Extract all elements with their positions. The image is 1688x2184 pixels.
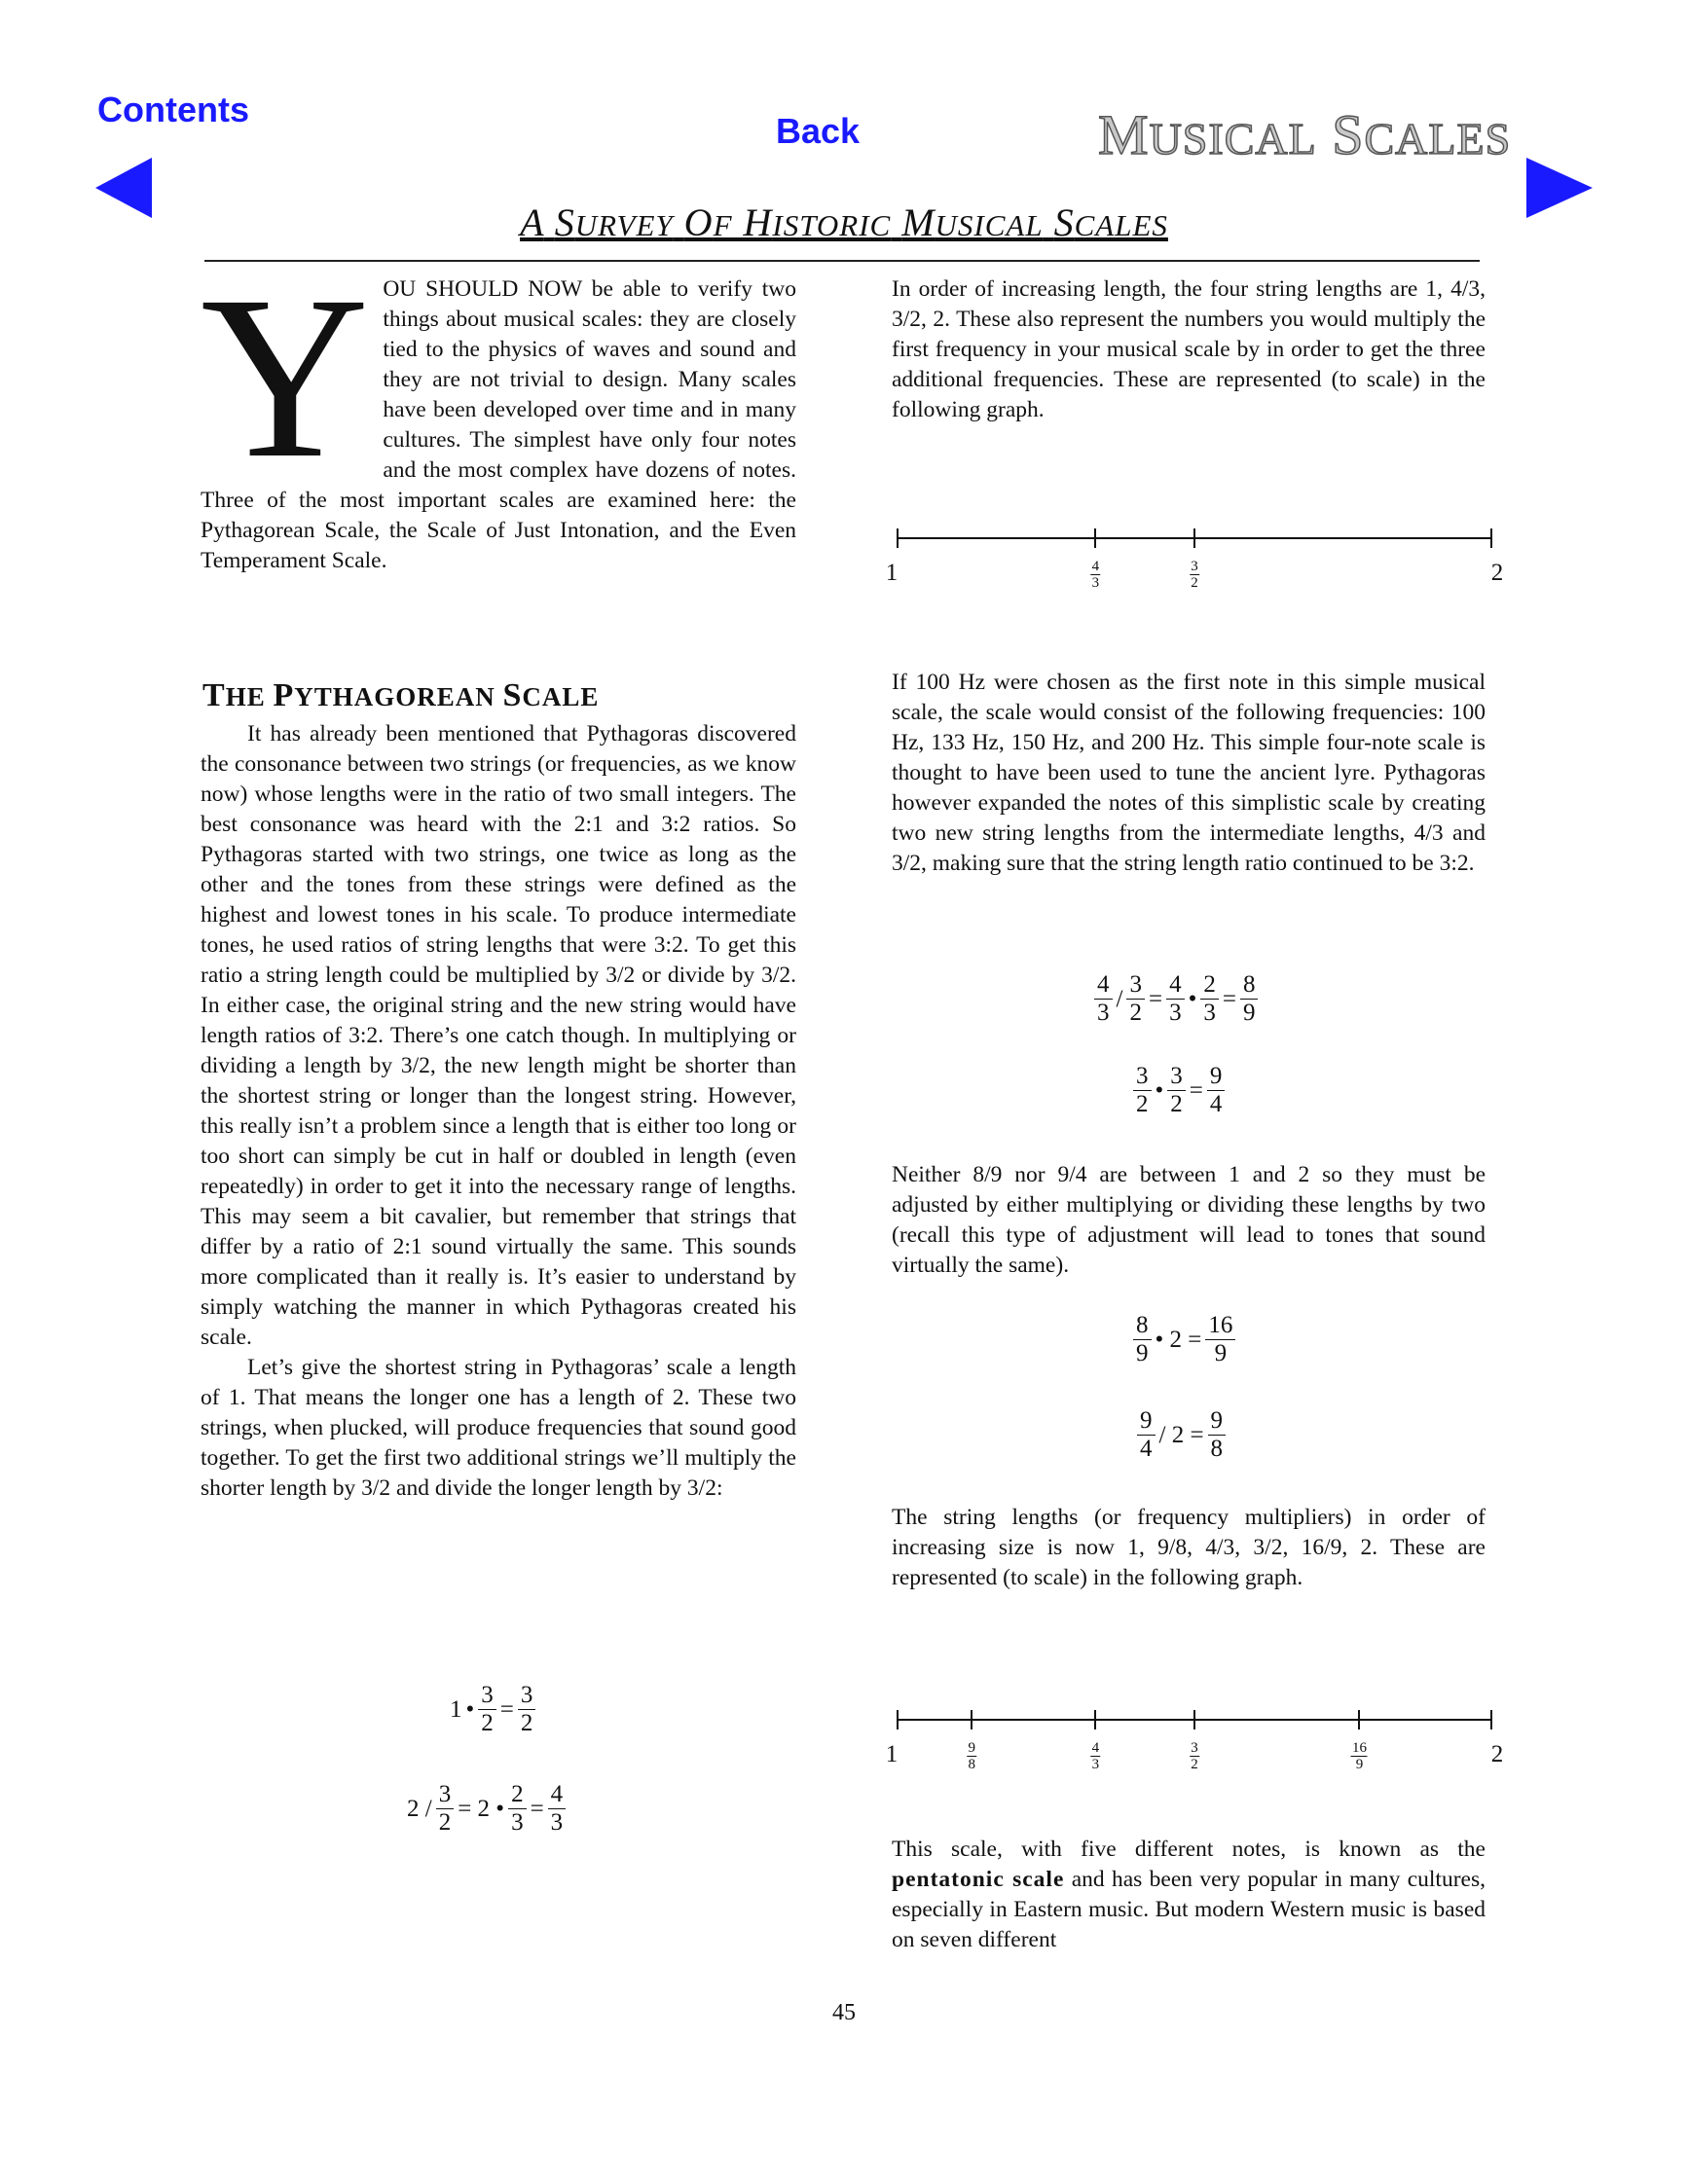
scale-tick — [1094, 1710, 1096, 1729]
musical-scales-logo: MUSICAL SCALES — [1098, 103, 1512, 166]
equation-adjust-1: $\frac{8}{9}$ • 2 = $\frac{16}{9}$ — [1131, 1312, 1237, 1367]
page-title: A SURVEY OF HISTORIC MUSICAL SCALES — [520, 200, 1168, 244]
scale-tick — [971, 1710, 972, 1729]
back-link[interactable]: Back — [776, 111, 861, 151]
scale-fraction-label: $\frac{9}{8}$ — [968, 1740, 975, 1772]
equation-pythagorean-1: $\frac{4}{3}$ / $\frac{3}{2}$ = $\frac{4}{3}$ • $\frac{2}{3}$ = $\frac{8}{9}$ — [1092, 971, 1260, 1027]
right-paragraph-1: In order of increasing length, the four string lengths are 1, 4/3, 3/2, 2. These also represent the numbers you would multiply the first frequency in your musical scale by in order to get the three additional frequencies. These are represented (to scale) in the following graph. — [892, 276, 1486, 422]
equation-pythagorean-2: $\frac{3}{2}$ • $\frac{3}{2}$ = $\frac{9}{4}$ — [1131, 1063, 1227, 1118]
right-paragraph-5: This scale, with five different notes, is known as the pentatonic scale and has been very popular in many cultures, especially in Eastern music. But modern Western music is based on seven different — [892, 1837, 1486, 1952]
section-heading: THE PYTHAGOREAN SCALE — [202, 677, 600, 713]
equation-divide: 2 / $\frac{3}{2}$ = 2 • $\frac{2}{3}$ = $\frac{4}{3}$ — [405, 1781, 568, 1837]
intro-paragraph: YOU SHOULD NOW be able to verify two things about musical scales: they are closely tied to the physics of waves and sound and they are not trivial to design. Many scales have been developed over time and in many cultures. The simplest have only four notes and the most complex have dozens of notes. Three of the most important scales are examined here: the Pythagorean Scale, the Scale of Just Intonation, and the Even Temperament Scale. — [201, 247, 796, 573]
scale-tick — [897, 528, 899, 548]
scale-fraction-label: $\frac{4}{3}$ — [1091, 559, 1100, 591]
scale-start-label: 1 — [885, 1741, 899, 1767]
scale-tick — [897, 1710, 899, 1729]
scale-fraction-label: $\frac{16}{9}$ — [1351, 1740, 1367, 1772]
scale-tick — [1358, 1710, 1360, 1729]
scale-fraction-label: $\frac{4}{3}$ — [1091, 1740, 1100, 1772]
scale-start-label: 1 — [885, 560, 899, 586]
scale-tick — [1193, 1710, 1195, 1729]
scale-fraction-label: $\frac{3}{2}$ — [1191, 1740, 1198, 1772]
equation-multiply: 1 • $\frac{3}{2}$ = $\frac{3}{2}$ — [448, 1682, 537, 1737]
scale-end-label: 2 — [1490, 1741, 1504, 1767]
equation-adjust-2: $\frac{9}{4}$ / 2 = $\frac{9}{8}$ — [1135, 1407, 1228, 1463]
page-number: 45 — [832, 2000, 856, 2025]
left-body-text — [201, 719, 796, 1504]
scale-tick — [1094, 528, 1096, 548]
paragraph: It has already been mentioned that Pythagoras discovered the consonance between two strings (or frequencies, as we know now) whose lengths were in the ratio of two small integers. The best consonance was heard with the 2:1 and 3:2 ratios. So Pythagoras started with two strings, one twice as long as the other and the tones from these strings were defined as the highest and lowest tones in his scale. To produce intermediate tones, he used ratios of string lengths that were 3:2. To get this ratio a string length could be multiplied by 3/2 or divide by 3/2. In either case, the original string and the new string would have length ratios of 3:2. There’s one catch though. In multiplying or dividing a length by 3/2, the new length might be shorter than the shortest string or longer than the longest string. However, this really isn’t a problem since a length that is either too long or too short can simply be cut in half or doubled in length (even repeatedly) in order to get it into the necessary range of lengths. This may seem a bit cavalier, but remember that strings that differ by a ratio of 2:1 sound virtually the same. This sounds more complicated than it really is. It’s easier to understand by simply watching the manner in which Pythagoras created his scale. — [201, 721, 796, 1350]
scale-fraction-label: $\frac{3}{2}$ — [1191, 559, 1198, 591]
scale-graph-pentatonic — [885, 1710, 1504, 1788]
scale-tick — [1193, 528, 1195, 548]
scale-graph-four-note — [885, 528, 1504, 606]
contents-link[interactable]: Contents — [97, 90, 249, 129]
drop-cap: Y — [201, 247, 370, 506]
right-paragraph-2: If 100 Hz were chosen as the first note in this simple musical scale, the scale would consist of the following frequencies: 100 Hz, 133 Hz, 150 Hz, and 200 Hz. This simple four-note scale is thought to have been used to tune the ancient lyre. Pythagoras however expanded the notes of this simplistic scale by creating two new string lengths from the intermediate lengths, 4/3 and 3/2, making sure that the string length ratio continued to be 3:2. — [892, 670, 1486, 876]
scale-tick — [1490, 1710, 1492, 1729]
title-rule — [204, 260, 1480, 262]
scale-end-label: 2 — [1490, 560, 1504, 586]
scale-tick — [1490, 528, 1492, 548]
bold-term: pentatonic scale — [892, 1867, 1065, 1892]
right-paragraph-3: Neither 8/9 nor 9/4 are between 1 and 2 so they must be adjusted by either multiplying or dividing these lengths by two (recall this type of adjustment will lead to tones that sound virtually the same). — [892, 1162, 1486, 1278]
right-paragraph-4: The string lengths (or frequency multipliers) in order of increasing size is now 1, 9/8, 4/3, 3/2, 16/9, 2. These are represented (to scale) in the following graph. — [892, 1505, 1486, 1590]
paragraph: Let’s give the shortest string in Pythagoras’ scale a length of 1. That means the longer one has a length of 2. These two strings, when plucked, will produce frequencies that sound good together. To get the first two additional strings we’ll multiply the shorter length by 3/2 and divide the longer length by 3/2: — [201, 1355, 796, 1501]
